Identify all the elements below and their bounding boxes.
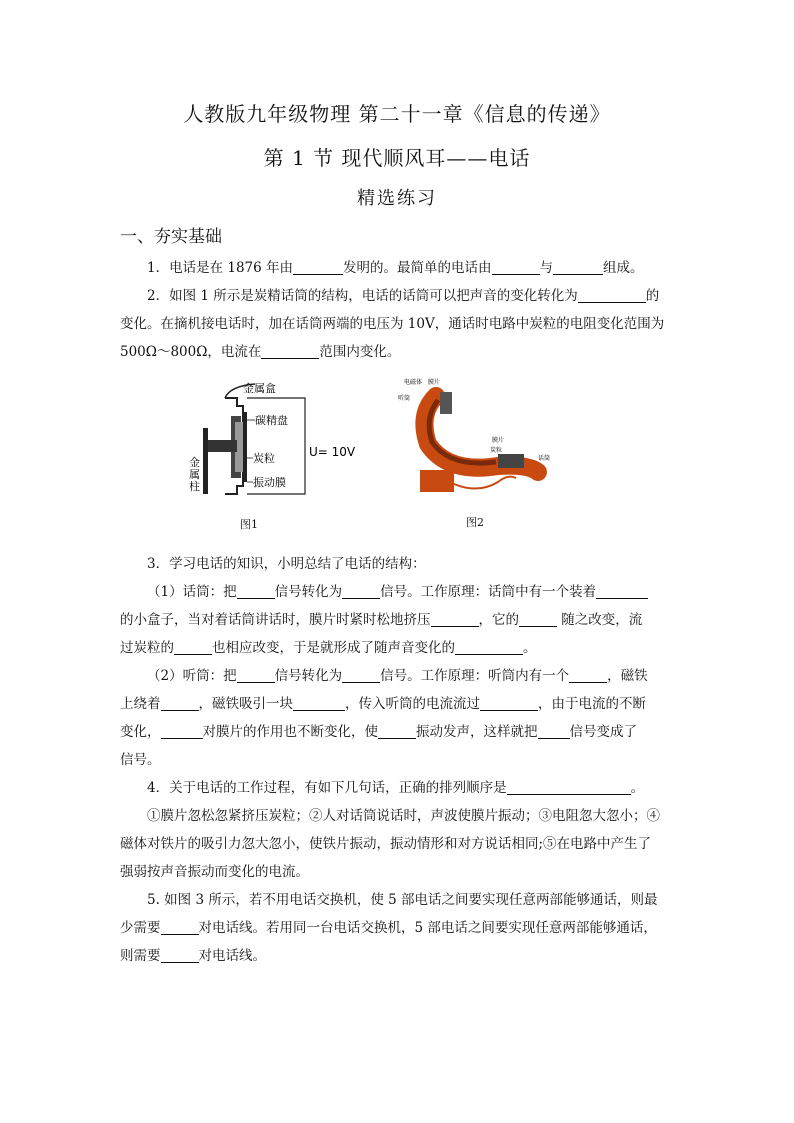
q3-blank-7[interactable]: [455, 638, 523, 655]
phone-cord: [454, 477, 516, 489]
q3-text: 振动发声，这样就把: [416, 724, 538, 740]
q4-text: 强弱按声音振动而变化的电流。: [120, 864, 309, 880]
q4-text: 。: [630, 780, 645, 796]
label-carbon-grain: 炭粒: [253, 452, 275, 465]
phone-base: [420, 470, 454, 492]
q2-text: 2．如图 1 所示是炭精话筒的结构，电话的话筒可以把声音的变化转化为: [147, 288, 578, 304]
label-carbon-grain-2: 炭粒: [490, 447, 503, 454]
worksheet-title: 人教版九年级物理 第二十一章《信息的传递》: [183, 102, 611, 126]
q2-text: 的: [645, 288, 660, 304]
label-voltage: U= 10V: [309, 445, 355, 459]
pillar-plate-shape: [203, 428, 208, 494]
q3-text: 信号转化为: [274, 584, 343, 600]
figure-1-caption: 图1: [240, 518, 258, 531]
q3-blank-10[interactable]: [569, 666, 607, 683]
q3-intro: 3．学习电话的知识，小明总结了电话的结构：: [147, 556, 426, 572]
q3-text: 信号。: [120, 752, 161, 768]
question-2: [120, 282, 675, 366]
label-vibration-film: 振动膜: [253, 476, 286, 489]
q1-blank-inventor[interactable]: [293, 258, 343, 275]
q4-text: 磁体对铁片的吸引力忽大忽小，使铁片振动，振动情形和对方说话相同;⑤在电路中产生了: [120, 836, 652, 852]
q4-text: ①膜片忽松忽紧挤压炭粒；②人对话筒说话时，声波使膜片振动；③电阻忽大忽小；④: [147, 808, 660, 824]
q4-blank-order[interactable]: [507, 778, 631, 795]
section-heading: 一、夯实基础: [120, 227, 222, 247]
q3-text: ，磁铁吸引一块: [198, 696, 293, 712]
figure-2-caption: 图2: [466, 516, 484, 529]
question-5: [120, 886, 675, 970]
label-membrane-2: 膜片: [492, 437, 505, 444]
q3-blank-15[interactable]: [378, 722, 416, 739]
q1-text: 发明的。最简单的电话由: [343, 260, 492, 276]
q3-text: 变化，: [120, 724, 161, 740]
q3-text: 信号。工作原理：听筒内有一个: [380, 668, 570, 684]
q3-blank-13[interactable]: [480, 694, 538, 711]
q3-text: ，传入听筒的电流流过: [345, 696, 480, 712]
label-pillar-3: 柱: [189, 480, 200, 493]
q5-text: 则需要: [120, 948, 161, 964]
q3-blank-4[interactable]: [431, 610, 479, 627]
q1-blank-part2[interactable]: [553, 258, 603, 275]
q3-text: 信号转化为: [274, 668, 343, 684]
question-1: [120, 254, 702, 282]
metal-pillar-shape: [207, 440, 237, 452]
q5-text: 少需要: [120, 920, 161, 936]
q3-blank-14[interactable]: [161, 722, 203, 739]
q3-blank-16[interactable]: [538, 722, 570, 739]
q4-text: 4．关于电话的工作过程，有如下几句话，正确的排列顺序是: [147, 780, 507, 796]
q3-text: 的小盒子，当对着话筒讲话时，膜片时紧时松地挤压: [120, 612, 431, 628]
label-mouthpiece: 话筒: [538, 455, 551, 462]
q3-text: 随之改变，流: [557, 612, 643, 628]
lesson-title: 第 1 节 现代顺风耳——电话: [263, 146, 531, 170]
q3-text: ，它的: [478, 612, 519, 628]
q2-blank-signal[interactable]: [578, 286, 646, 303]
label-membrane: 膜片: [428, 379, 441, 386]
q3-blank-3[interactable]: [596, 582, 648, 599]
q3-blank-11[interactable]: [161, 694, 199, 711]
q3-text: 对膜片的作用也不断变化，使: [202, 724, 378, 740]
q3-text: ，由于电流的不断: [538, 696, 646, 712]
label-pillar-2: 属: [189, 468, 200, 481]
q3-text: 。: [523, 640, 537, 656]
q3-text: 信号。工作原理：话筒中有一个装着: [380, 584, 597, 600]
q3-text: ，磁铁: [607, 668, 648, 684]
label-carbon-disc: 碳精盘: [255, 414, 288, 427]
q3-blank-1[interactable]: [237, 582, 275, 599]
exercise-heading: 精选练习: [357, 188, 437, 209]
earpiece-capsule: [440, 392, 452, 414]
q3-text: 信号变成了: [569, 724, 637, 740]
label-earpiece: 听筒: [398, 395, 411, 402]
q3-blank-5[interactable]: [519, 610, 557, 627]
q2-text: 变化。在摘机接电话时，加在话筒两端的电压为 10V，通话时电路中炭粒的电阻变化范围为: [120, 316, 665, 332]
q1-blank-part1[interactable]: [492, 258, 540, 275]
q3-text: （2）听筒：把: [147, 668, 237, 684]
q3-blank-12[interactable]: [293, 694, 345, 711]
q3-text: 上绕着: [120, 696, 161, 712]
q2-text: 范围内变化。: [319, 344, 401, 360]
q3-text: 过炭粒的: [120, 640, 174, 656]
q1-text: 组成。: [603, 260, 644, 276]
q3-blank-6[interactable]: [174, 638, 212, 655]
mouthpiece-capsule: [498, 454, 524, 468]
label-electromagnet: 电磁体: [404, 379, 423, 386]
q3-blank-2[interactable]: [342, 582, 380, 599]
label-pillar-1: 金: [189, 456, 200, 469]
q5-text: 对电话线。若用同一台电话交换机，5 部电话之间要实现任意两部能够通话，: [198, 920, 657, 936]
q5-text: 5. 如图 3 所示，若不用电话交换机，使 5 部电话之间要实现任意两部能够通话，则最: [147, 892, 658, 908]
figure-1-microphone-diagram: [185, 378, 355, 513]
question-4: [120, 774, 675, 886]
q3-blank-8[interactable]: [237, 666, 275, 683]
q2-blank-current[interactable]: [261, 342, 319, 359]
figure-2-telephone-image: [398, 374, 558, 504]
q5-text: 对电话线。: [198, 948, 266, 964]
q2-text: 500Ω～800Ω，电流在: [120, 344, 262, 360]
q5-blank-1[interactable]: [161, 918, 199, 935]
q3-blank-9[interactable]: [342, 666, 380, 683]
q1-text: 与: [539, 260, 554, 276]
q1-text: 1．电话是在 1876 年由: [147, 260, 294, 276]
label-metal-box: 金属盒: [243, 382, 276, 395]
q3-text: 也相应改变，于是就形成了随声音变化的: [212, 640, 455, 656]
q3-text: （1）话筒：把: [147, 584, 237, 600]
vibration-film-shape: [243, 412, 247, 482]
question-3: [120, 550, 675, 774]
q5-blank-2[interactable]: [161, 946, 199, 963]
